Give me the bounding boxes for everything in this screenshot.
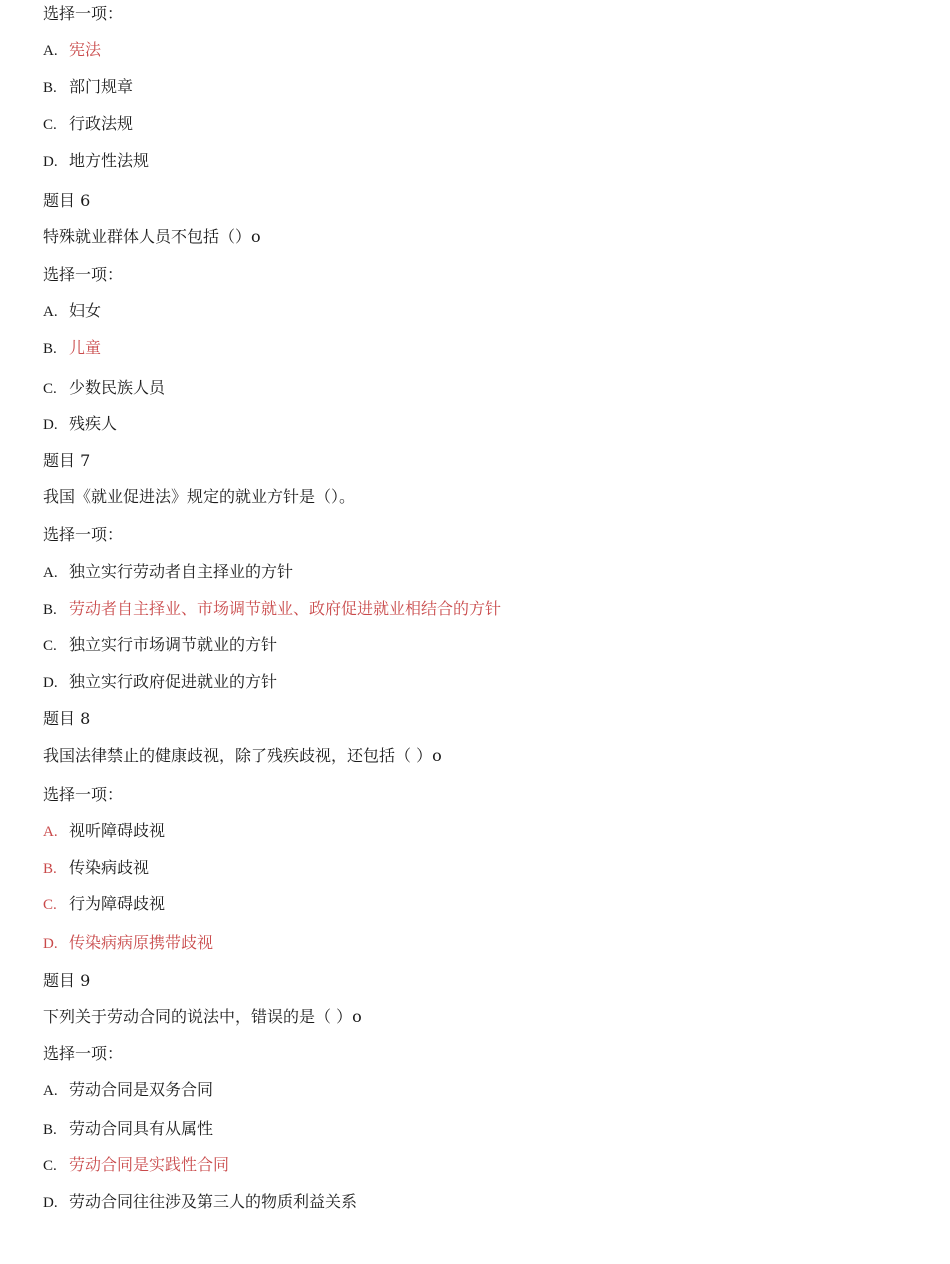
- option-letter: A.: [43, 1083, 58, 1099]
- option-text: 劳动合同往往涉及第三人的物质利益关系: [69, 1192, 358, 1211]
- option-text: 视听障碍歧视: [69, 821, 166, 840]
- option-letter: B.: [43, 80, 57, 96]
- answer-option: [43, 633, 277, 657]
- option-letter: B.: [43, 602, 57, 618]
- answer-option: [43, 376, 165, 400]
- option-letter: A.: [43, 43, 58, 59]
- answer-option: [43, 299, 101, 323]
- option-letter: B.: [43, 861, 57, 877]
- option-letter: D.: [43, 1195, 58, 1211]
- question-text: 下列关于劳动合同的说法中，错误的是（ ）o: [43, 1007, 362, 1026]
- question-text: 我国法律禁止的健康歧视，除了残疾歧视，还包括（ ）o: [43, 746, 442, 765]
- option-letter: D.: [43, 154, 58, 170]
- option-text: 独立实行市场调节就业的方针: [69, 635, 278, 654]
- option-text: 劳动合同是实践性合同: [69, 1155, 230, 1174]
- option-letter: C.: [43, 1158, 57, 1174]
- answer-option: [43, 38, 101, 62]
- option-text: 宪法: [69, 40, 102, 59]
- option-letter: D.: [43, 675, 58, 691]
- answer-option: [43, 892, 165, 916]
- question-heading: 题目 7: [43, 451, 91, 470]
- select-one-prompt: 选择一项：: [43, 265, 124, 284]
- option-letter: D.: [43, 417, 58, 433]
- option-text: 少数民族人员: [69, 378, 166, 397]
- option-text: 传染病歧视: [69, 858, 150, 877]
- answer-option: [43, 75, 133, 99]
- option-letter: B.: [43, 1122, 57, 1138]
- option-text: 儿童: [69, 338, 102, 357]
- question-text: 特殊就业群体人员不包括（）o: [43, 227, 261, 246]
- option-text: 传染病病原携带歧视: [69, 933, 214, 952]
- answer-option: [43, 819, 165, 843]
- option-letter: C.: [43, 381, 57, 397]
- option-text: 部门规章: [69, 77, 134, 96]
- option-letter: A.: [43, 304, 58, 320]
- select-one-prompt: 选择一项：: [43, 1044, 124, 1063]
- answer-option: [43, 931, 213, 955]
- option-letter: D.: [43, 936, 58, 952]
- answer-option: [43, 597, 501, 621]
- question-heading: 题目 9: [43, 971, 91, 990]
- answer-option: [43, 856, 149, 880]
- select-one-prompt: 选择一项：: [43, 785, 124, 804]
- answer-option: [43, 1153, 229, 1177]
- answer-option: [43, 1117, 213, 1141]
- option-text: 地方性法规: [69, 151, 150, 170]
- question-text: 我国《就业促进法》规定的就业方针是（）。: [43, 487, 356, 506]
- option-text: 行政法规: [69, 114, 134, 133]
- option-text: 劳动者自主择业、市场调节就业、政府促进就业相结合的方针: [69, 599, 502, 618]
- option-letter: B.: [43, 341, 57, 357]
- option-letter: C.: [43, 897, 57, 913]
- select-one-prompt: 选择一项：: [43, 4, 124, 23]
- answer-option: [43, 112, 133, 136]
- question-heading: 题目 6: [43, 191, 91, 210]
- option-text: 行为障碍歧视: [69, 894, 166, 913]
- select-one-prompt: 选择一项：: [43, 525, 124, 544]
- option-text: 妇女: [69, 301, 102, 320]
- question-heading: 题目 8: [43, 709, 91, 728]
- option-text: 独立实行政府促进就业的方针: [69, 672, 278, 691]
- answer-option: [43, 1190, 357, 1214]
- option-text: 残疾人: [69, 414, 118, 433]
- option-letter: A.: [43, 824, 58, 840]
- answer-option: [43, 336, 101, 360]
- answer-option: [43, 670, 277, 694]
- answer-option: [43, 560, 293, 584]
- option-letter: C.: [43, 117, 57, 133]
- option-letter: C.: [43, 638, 57, 654]
- option-text: 劳动合同是双务合同: [69, 1080, 214, 1099]
- answer-option: [43, 149, 149, 173]
- option-text: 劳动合同具有从属性: [69, 1119, 214, 1138]
- option-letter: A.: [43, 565, 58, 581]
- answer-option: [43, 412, 117, 436]
- option-text: 独立实行劳动者自主择业的方针: [69, 562, 294, 581]
- answer-option: [43, 1078, 213, 1102]
